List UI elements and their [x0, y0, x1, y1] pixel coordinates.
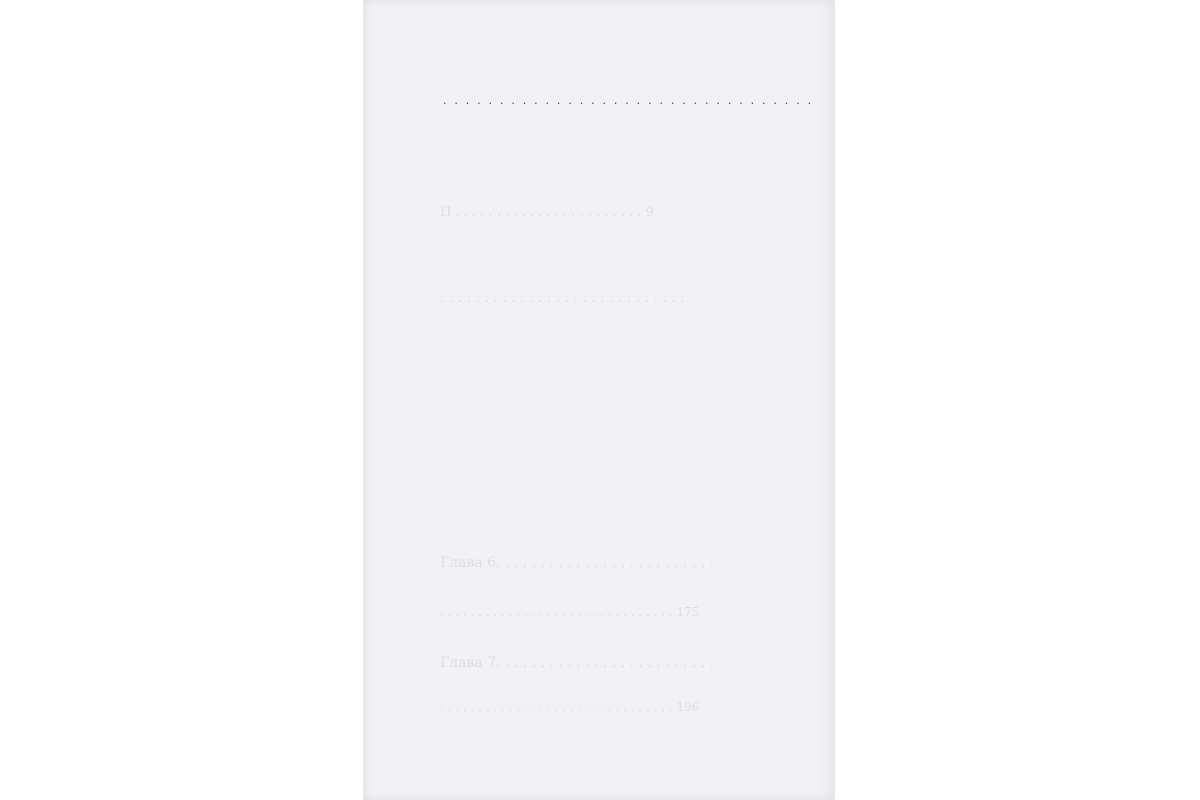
entry-final-line — [440, 92, 822, 110]
table-of-contents — [440, 70, 822, 110]
book-page — [363, 0, 835, 800]
dot-leader — [443, 92, 819, 110]
bibliography-entry[interactable] — [440, 92, 822, 110]
